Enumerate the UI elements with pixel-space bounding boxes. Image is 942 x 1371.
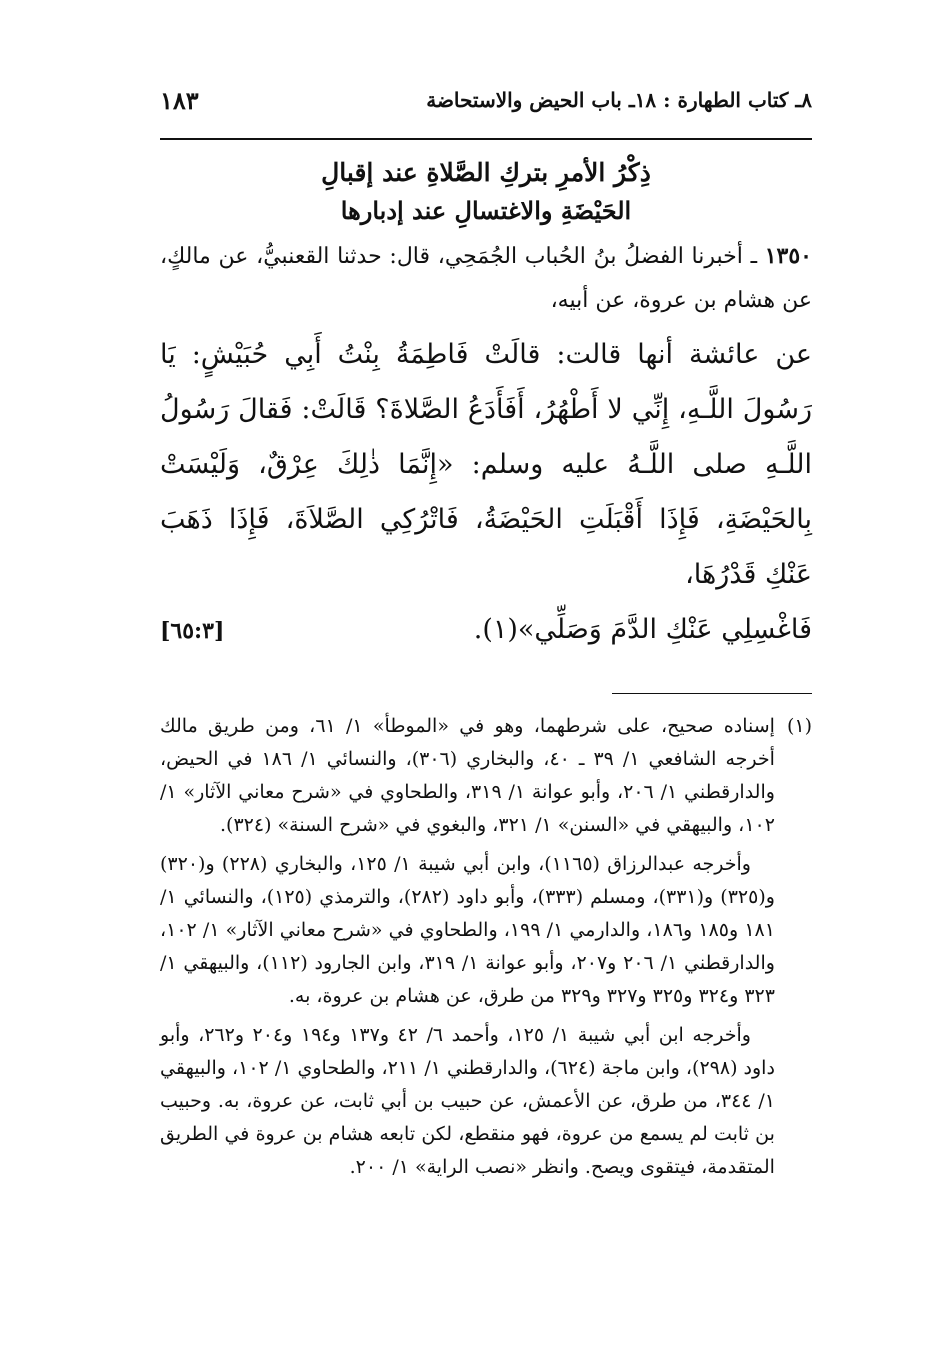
hadith-matn-end: فَاغْسِلِي عَنْكِ الدَّمَ وَصَلِّي»(١).: [473, 614, 812, 645]
hadith: [160, 234, 812, 659]
hadith-number: ١٣٥٠: [764, 243, 812, 269]
footnote-1: [160, 710, 812, 1190]
hadith-isnad: ـ أخبرنا الفضلُ بنُ الحُباب الجُمَحِي، قال: حدثنا القعنبيُّ، عن مالكٍ، عن هشام بن عروة، عن أبيه،: [160, 244, 812, 313]
running-title: ٨ـ كتاب الطهارة : ١٨ـ باب الحيض والاستحاضة: [426, 88, 812, 112]
footnote-paragraph-3: وأخرجه ابن أبي شيبة ١/ ١٢٥، وأحمد ٦/ ٤٢ و١٣٧ و١٩٤ و٢٠٤ و٢٦٢، وأبو داود (٢٩٨)، وابن ماجة (٦٢٤)، والدارقطني ١/ ٢١١، والطحاوي ١/ ١٠٢، والبيهقي ١/ ٣٤٤، من طرق، عن الأعمش، عن حبيب بن أبي ثابت، عن عروة، به. وحبيب بن ثابت لم يسمع من عروة، فهو منقطع، لكن تابعه هشام بن عروة في الطريق المتقدمة، فيتقوى ويصح. وانظر «نصب الراية» ١/ ٢٠٠.: [160, 1024, 775, 1178]
header-rule: [160, 138, 812, 140]
footnote-body: [160, 710, 775, 1190]
book-page: [160, 80, 812, 1331]
section-title: [160, 154, 812, 230]
footnotes: [160, 710, 812, 1190]
footnote-marker: (١): [786, 715, 812, 737]
hadith-matn: عن عائشة أنها قالت: قالَتْ فَاطِمَةُ بِنْتُ أَبِي حُبَيْشٍ: يَا رَسُولَ اللَّـهِ، إِنِّي لا أَطْهُرُ، أَفَأَدَعُ الصَّلاةَ؟ قَالَتْ: فَقالَ رَسُولُ اللَّـهِ صلى اللَّـهُ عليه وسلم: «إِنَّمَا ذٰلِكَ عِرْقٌ، وَلَيْسَتْ بِالحَيْضَةِ، فَإِذَا أَقْبَلَتِ الحَيْضَةُ، فَاتْرُكِي الصَّلاَةَ، فَإِذَا ذَهَبَ عَنْكِ قَدْرُهَا،: [160, 339, 812, 590]
footnote-paragraph-1: إسناده صحيح، على شرطهما، وهو في «الموطأ» ١/ ٦١، ومن طريق مالك أخرجه الشافعي ١/ ٣٩ ـ ٤٠، والبخاري (٣٠٦)، والنسائي ١/ ١٨٦ في الحيض، والدارقطني ١/ ٢٠٦، وأبو عوانة ١/ ٣١٩، والطحاوي في «شرح معاني الآثار» ١/ ١٠٢، والبيهقي في «السنن» ١/ ٣٢١، والبغوي في «شرح السنة» (٣٢٤).: [160, 715, 775, 836]
footnote-rule: [612, 693, 812, 694]
running-header: [160, 80, 812, 120]
page-number: ١٨٣: [160, 85, 199, 115]
hadith-isnad-block: [160, 234, 812, 323]
section-title-line1: ذِكْرُ الأمرِ بتركِ الصَّلاةِ عند إقبالِ: [321, 158, 651, 187]
footnote-paragraph-2: وأخرجه عبدالرزاق (١١٦٥)، وابن أبي شيبة ١/ ١٢٥، والبخاري (٢٢٨) و(٣٢٠) و(٣٢٥) و(٣٣١)، ومسلم (٣٣٣)، وأبو داود (٢٨٢)، والترمذي (١٢٥)، والنسائي ١/ ١٨١ و١٨٥ و١٨٦، والدارمي ١/ ١٩٩، والطحاوي في «شرح معاني الآثار» ١/ ١٠٢، والدارقطني ١/ ٢٠٦ و٢٠٧، وأبو عوانة ١/ ٣١٩، وابن الجارود (١١٢)، والبيهقي ١/ ٣٢٣ و٣٢٤ و٣٢٥ و٣٢٧ و٣٢٩ من طرق، عن هشام بن عروة، به.: [160, 853, 775, 1007]
cross-reference: [٦٥:٣]: [160, 618, 225, 644]
hadith-matn-last-line: [160, 602, 812, 659]
section-title-line2: الحَيْضَةِ والاغتسالِ عند إدبارها: [340, 196, 632, 225]
